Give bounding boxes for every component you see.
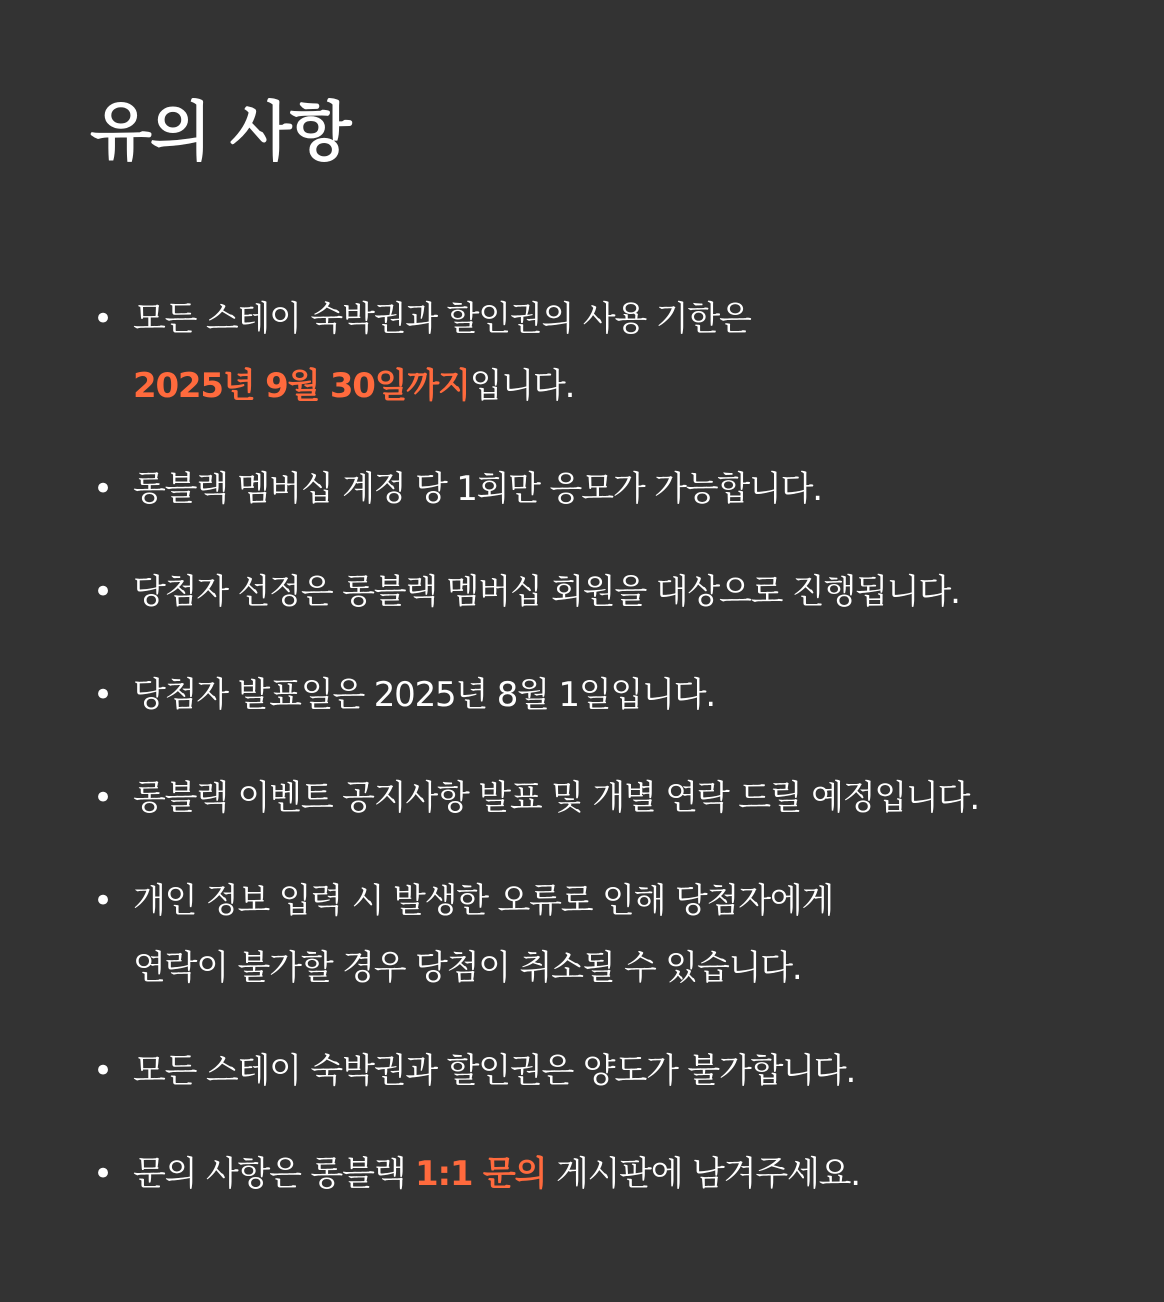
notice-item-transfer bbox=[90, 1038, 1100, 1105]
inquiry-text-before: 문의 사항은 롱블랙 bbox=[133, 1154, 415, 1194]
notice-item-contact bbox=[90, 765, 1100, 832]
notice-line: 모든 스테이 숙박권과 할인권의 사용 기한은 bbox=[133, 299, 751, 339]
notice-line: 모든 스테이 숙박권과 할인권은 양도가 불가합니다. bbox=[133, 1051, 856, 1091]
notice-line: 롱블랙 멤버십 계정 당 1회만 응모가 가능합니다. bbox=[133, 469, 822, 509]
deadline-highlight: 2025년 9월 30일까지 bbox=[133, 366, 470, 406]
notice-line: 당첨자 선정은 롱블랙 멤버십 회원을 대상으로 진행됩니다. bbox=[133, 572, 960, 612]
notice-line: 개인 정보 입력 시 발생한 오류로 인해 당첨자에게 bbox=[133, 881, 834, 921]
notice-text bbox=[133, 868, 1100, 1002]
bullet-icon: • bbox=[93, 469, 114, 509]
inquiry-text-after: 게시판에 남겨주세요. bbox=[546, 1154, 860, 1194]
notice-text bbox=[133, 1141, 1100, 1208]
notice-line: 롱블랙 이벤트 공지사항 발표 및 개별 연락 드릴 예정입니다. bbox=[133, 778, 979, 818]
bullet-icon: • bbox=[93, 1154, 114, 1194]
notice-line bbox=[133, 353, 1100, 420]
bullet-icon: • bbox=[93, 299, 114, 339]
notice-item-personal-info-error bbox=[90, 868, 1100, 1002]
notice-item-usage-period bbox=[90, 286, 1100, 420]
notice-text bbox=[133, 286, 1100, 420]
notice-text bbox=[133, 456, 1100, 523]
notice-text bbox=[133, 765, 1100, 832]
notice-line-rest: 입니다. bbox=[469, 366, 575, 406]
notice-item-announcement-date bbox=[90, 662, 1100, 729]
notice-line bbox=[133, 1141, 1100, 1208]
notice-line: 연락이 불가할 경우 당첨이 취소될 수 있습니다. bbox=[133, 948, 802, 988]
notice-text bbox=[133, 559, 1100, 626]
notice-text bbox=[133, 662, 1100, 729]
bullet-icon: • bbox=[93, 778, 114, 818]
bullet-icon: • bbox=[93, 881, 114, 921]
bullet-icon: • bbox=[93, 1051, 114, 1091]
notice-item-winner-selection bbox=[90, 559, 1100, 626]
page-title: 유의 사항 bbox=[90, 96, 350, 170]
notice-list bbox=[90, 286, 1100, 1244]
bullet-icon: • bbox=[93, 572, 114, 612]
notice-item-inquiry bbox=[90, 1141, 1100, 1208]
notice-item-entry-limit bbox=[90, 456, 1100, 523]
notice-line: 당첨자 발표일은 2025년 8월 1일입니다. bbox=[133, 675, 716, 715]
bullet-icon: • bbox=[93, 675, 114, 715]
notice-text bbox=[133, 1038, 1100, 1105]
inquiry-link[interactable]: 1:1 문의 bbox=[414, 1154, 547, 1194]
